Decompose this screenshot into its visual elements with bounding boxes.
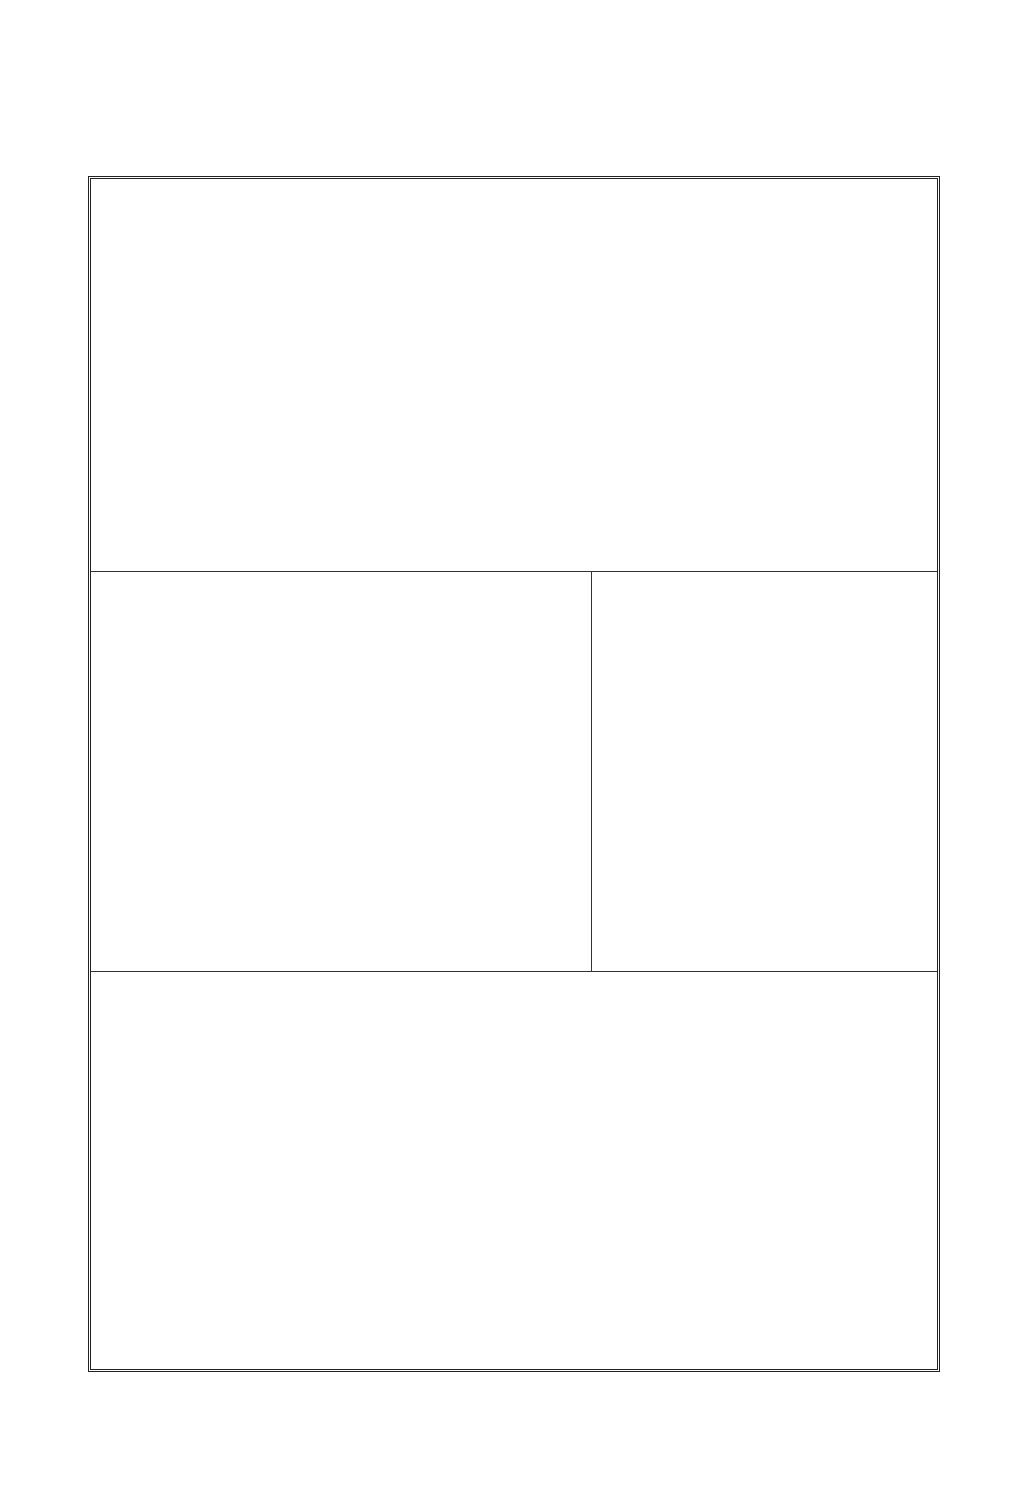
top-panel xyxy=(117,207,887,567)
middle-right-panel xyxy=(601,587,931,967)
page-frame xyxy=(88,176,940,1372)
divider-upper xyxy=(91,571,937,572)
divider-lower xyxy=(91,971,937,972)
bottom-panel xyxy=(101,985,891,1367)
middle-left-panel xyxy=(99,587,585,967)
divider-middle-vertical xyxy=(591,571,592,971)
